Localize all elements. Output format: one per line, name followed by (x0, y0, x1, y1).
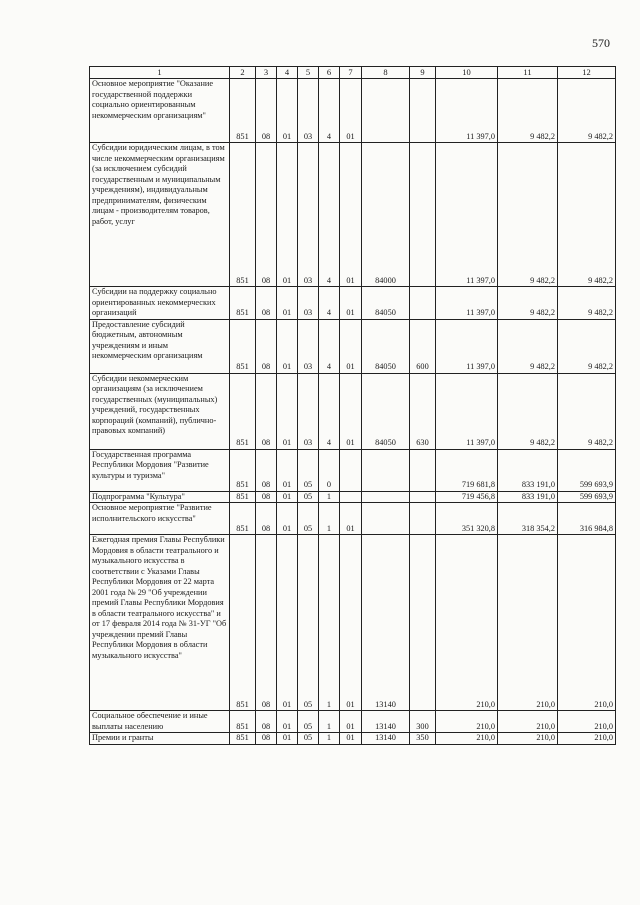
column-header: 9 (410, 67, 436, 79)
row-value-cell: 01 (277, 373, 298, 449)
row-value-cell: 84000 (362, 143, 410, 287)
row-value-cell: 9 482,2 (558, 287, 616, 320)
row-value-cell: 01 (277, 287, 298, 320)
row-value-cell: 05 (298, 449, 319, 491)
row-value-cell: 9 482,2 (558, 319, 616, 373)
row-value-cell: 13140 (362, 733, 410, 745)
row-value-cell (340, 449, 362, 491)
row-value-cell: 210,0 (498, 535, 558, 711)
row-value-cell: 1 (319, 535, 340, 711)
row-value-cell: 4 (319, 287, 340, 320)
row-value-cell: 9 482,2 (558, 79, 616, 143)
row-value-cell: 210,0 (498, 733, 558, 745)
row-value-cell: 9 482,2 (498, 79, 558, 143)
row-value-cell: 11 397,0 (436, 287, 498, 320)
table-row (90, 319, 616, 373)
row-value-cell: 1 (319, 733, 340, 745)
row-value-cell: 4 (319, 143, 340, 287)
row-value-cell: 210,0 (558, 711, 616, 733)
row-value-cell: 03 (298, 79, 319, 143)
row-value-cell: 210,0 (498, 711, 558, 733)
column-header: 11 (498, 67, 558, 79)
row-value-cell: 03 (298, 143, 319, 287)
row-value-cell: 05 (298, 503, 319, 535)
row-value-cell: 01 (277, 535, 298, 711)
row-value-cell: 210,0 (558, 535, 616, 711)
row-value-cell: 08 (256, 287, 277, 320)
row-value-cell: 01 (277, 143, 298, 287)
row-value-cell: 08 (256, 319, 277, 373)
row-value-cell: 316 984,8 (558, 503, 616, 535)
table-row (90, 733, 616, 745)
row-value-cell: 01 (340, 503, 362, 535)
row-name-cell: Субсидии некоммерческим организациям (за исключением государственных (муниципальных) учреждений, государственных корпораций (компаний), публично-правовых компаний) (90, 373, 230, 449)
row-value-cell (410, 503, 436, 535)
row-value-cell: 210,0 (436, 733, 498, 745)
row-value-cell: 08 (256, 711, 277, 733)
column-header: 10 (436, 67, 498, 79)
table-row (90, 373, 616, 449)
row-value-cell: 08 (256, 491, 277, 503)
row-value-cell: 851 (230, 319, 256, 373)
row-value-cell: 01 (340, 535, 362, 711)
row-value-cell: 0 (319, 449, 340, 491)
row-value-cell: 9 482,2 (498, 143, 558, 287)
column-header: 4 (277, 67, 298, 79)
row-value-cell: 719 681,8 (436, 449, 498, 491)
row-value-cell: 01 (277, 79, 298, 143)
row-value-cell: 599 693,9 (558, 491, 616, 503)
row-value-cell: 05 (298, 733, 319, 745)
row-value-cell: 13140 (362, 535, 410, 711)
row-value-cell: 01 (277, 733, 298, 745)
row-value-cell: 11 397,0 (436, 79, 498, 143)
row-value-cell: 05 (298, 491, 319, 503)
row-value-cell: 1 (319, 503, 340, 535)
row-value-cell: 719 456,8 (436, 491, 498, 503)
row-value-cell: 01 (277, 319, 298, 373)
table-row (90, 79, 616, 143)
row-value-cell: 01 (340, 143, 362, 287)
table-row (90, 711, 616, 733)
row-value-cell: 9 482,2 (498, 319, 558, 373)
row-value-cell: 851 (230, 733, 256, 745)
row-value-cell: 01 (277, 503, 298, 535)
row-name-cell: Предоставление субсидий бюджетным, автономным учреждениям и иным некоммерческим организациям (90, 319, 230, 373)
row-value-cell: 03 (298, 287, 319, 320)
row-value-cell: 851 (230, 373, 256, 449)
row-value-cell: 851 (230, 503, 256, 535)
row-value-cell: 851 (230, 535, 256, 711)
column-header: 8 (362, 67, 410, 79)
row-value-cell (362, 491, 410, 503)
row-value-cell: 9 482,2 (558, 373, 616, 449)
table-row (90, 491, 616, 503)
row-value-cell: 630 (410, 373, 436, 449)
row-value-cell: 851 (230, 711, 256, 733)
row-value-cell: 01 (340, 79, 362, 143)
row-value-cell: 01 (340, 287, 362, 320)
row-name-cell: Субсидии юридическим лицам, в том числе некоммерческим организациям (за исключением субсидий государственным и муниципальным учреждениям), индивидуальным предпринимателям, физическим лицам - производителям товаров, работ, услуг (90, 143, 230, 287)
row-value-cell: 01 (277, 711, 298, 733)
column-header: 1 (90, 67, 230, 79)
row-value-cell: 03 (298, 319, 319, 373)
table-header-row (90, 67, 616, 79)
row-value-cell (362, 79, 410, 143)
row-value-cell: 08 (256, 503, 277, 535)
row-value-cell: 4 (319, 373, 340, 449)
row-name-cell: Подпрограмма "Культура" (90, 491, 230, 503)
row-value-cell: 08 (256, 373, 277, 449)
column-header: 2 (230, 67, 256, 79)
row-value-cell: 9 482,2 (498, 287, 558, 320)
row-value-cell: 833 191,0 (498, 491, 558, 503)
column-header: 7 (340, 67, 362, 79)
row-value-cell: 1 (319, 711, 340, 733)
row-value-cell: 318 354,2 (498, 503, 558, 535)
row-value-cell: 11 397,0 (436, 319, 498, 373)
row-name-cell: Социальное обеспечение и иные выплаты населению (90, 711, 230, 733)
row-name-cell: Основное мероприятие "Развитие исполнительского искусства" (90, 503, 230, 535)
row-value-cell: 03 (298, 373, 319, 449)
row-value-cell: 01 (340, 733, 362, 745)
row-value-cell: 84050 (362, 373, 410, 449)
row-value-cell: 210,0 (436, 535, 498, 711)
row-value-cell: 4 (319, 79, 340, 143)
row-value-cell: 851 (230, 491, 256, 503)
row-name-cell: Субсидии на поддержку социально ориентированных некоммерческих организаций (90, 287, 230, 320)
row-value-cell (410, 287, 436, 320)
row-value-cell: 600 (410, 319, 436, 373)
row-value-cell (410, 143, 436, 287)
row-value-cell: 01 (277, 491, 298, 503)
table-row (90, 287, 616, 320)
row-name-cell: Премии и гранты (90, 733, 230, 745)
page-number: 570 (592, 36, 610, 50)
table-row (90, 535, 616, 711)
row-value-cell: 833 191,0 (498, 449, 558, 491)
row-value-cell: 01 (340, 319, 362, 373)
row-value-cell: 84050 (362, 319, 410, 373)
row-name-cell: Государственная программа Республики Мордовия "Развитие культуры и туризма" (90, 449, 230, 491)
row-name-cell: Основное мероприятие "Оказание государственной поддержки социально ориентированным некоммерческим организациям" (90, 79, 230, 143)
row-name-cell: Ежегодная премия Главы Республики Мордовия в области театрального и музыкального искусства в соответствии с Указами Главы Республики Мордовия от 22 марта 2001 года № 29 "Об учреждении премий Главы Республики Мордовия в области театрального искусства" и от 17 февраля 2014 года № 31-УГ "Об учреждении премий Главы Республики Мордовия в области музыкального искусства" (90, 535, 230, 711)
column-header: 3 (256, 67, 277, 79)
row-value-cell: 210,0 (436, 711, 498, 733)
row-value-cell (410, 535, 436, 711)
row-value-cell: 1 (319, 491, 340, 503)
row-value-cell: 4 (319, 319, 340, 373)
row-value-cell: 01 (340, 711, 362, 733)
row-value-cell: 01 (277, 449, 298, 491)
row-value-cell: 350 (410, 733, 436, 745)
row-value-cell: 08 (256, 79, 277, 143)
row-value-cell: 851 (230, 287, 256, 320)
row-value-cell: 11 397,0 (436, 373, 498, 449)
row-value-cell: 9 482,2 (558, 143, 616, 287)
row-value-cell: 851 (230, 449, 256, 491)
row-value-cell: 08 (256, 535, 277, 711)
row-value-cell: 01 (340, 373, 362, 449)
row-value-cell: 08 (256, 733, 277, 745)
row-value-cell (362, 503, 410, 535)
table-row (90, 449, 616, 491)
row-value-cell: 851 (230, 143, 256, 287)
row-value-cell: 08 (256, 449, 277, 491)
row-value-cell: 599 693,9 (558, 449, 616, 491)
row-value-cell: 05 (298, 711, 319, 733)
row-value-cell (340, 491, 362, 503)
row-value-cell (410, 79, 436, 143)
row-value-cell (410, 491, 436, 503)
row-value-cell (362, 449, 410, 491)
row-value-cell: 351 320,8 (436, 503, 498, 535)
table-row (90, 143, 616, 287)
row-value-cell: 9 482,2 (498, 373, 558, 449)
row-value-cell: 08 (256, 143, 277, 287)
row-value-cell: 11 397,0 (436, 143, 498, 287)
row-value-cell (410, 449, 436, 491)
row-value-cell: 851 (230, 79, 256, 143)
column-header: 12 (558, 67, 616, 79)
row-value-cell: 84050 (362, 287, 410, 320)
table-row (90, 503, 616, 535)
row-value-cell: 210,0 (558, 733, 616, 745)
row-value-cell: 13140 (362, 711, 410, 733)
column-header: 6 (319, 67, 340, 79)
row-value-cell: 05 (298, 535, 319, 711)
row-value-cell: 300 (410, 711, 436, 733)
column-header: 5 (298, 67, 319, 79)
budget-table (89, 66, 616, 745)
